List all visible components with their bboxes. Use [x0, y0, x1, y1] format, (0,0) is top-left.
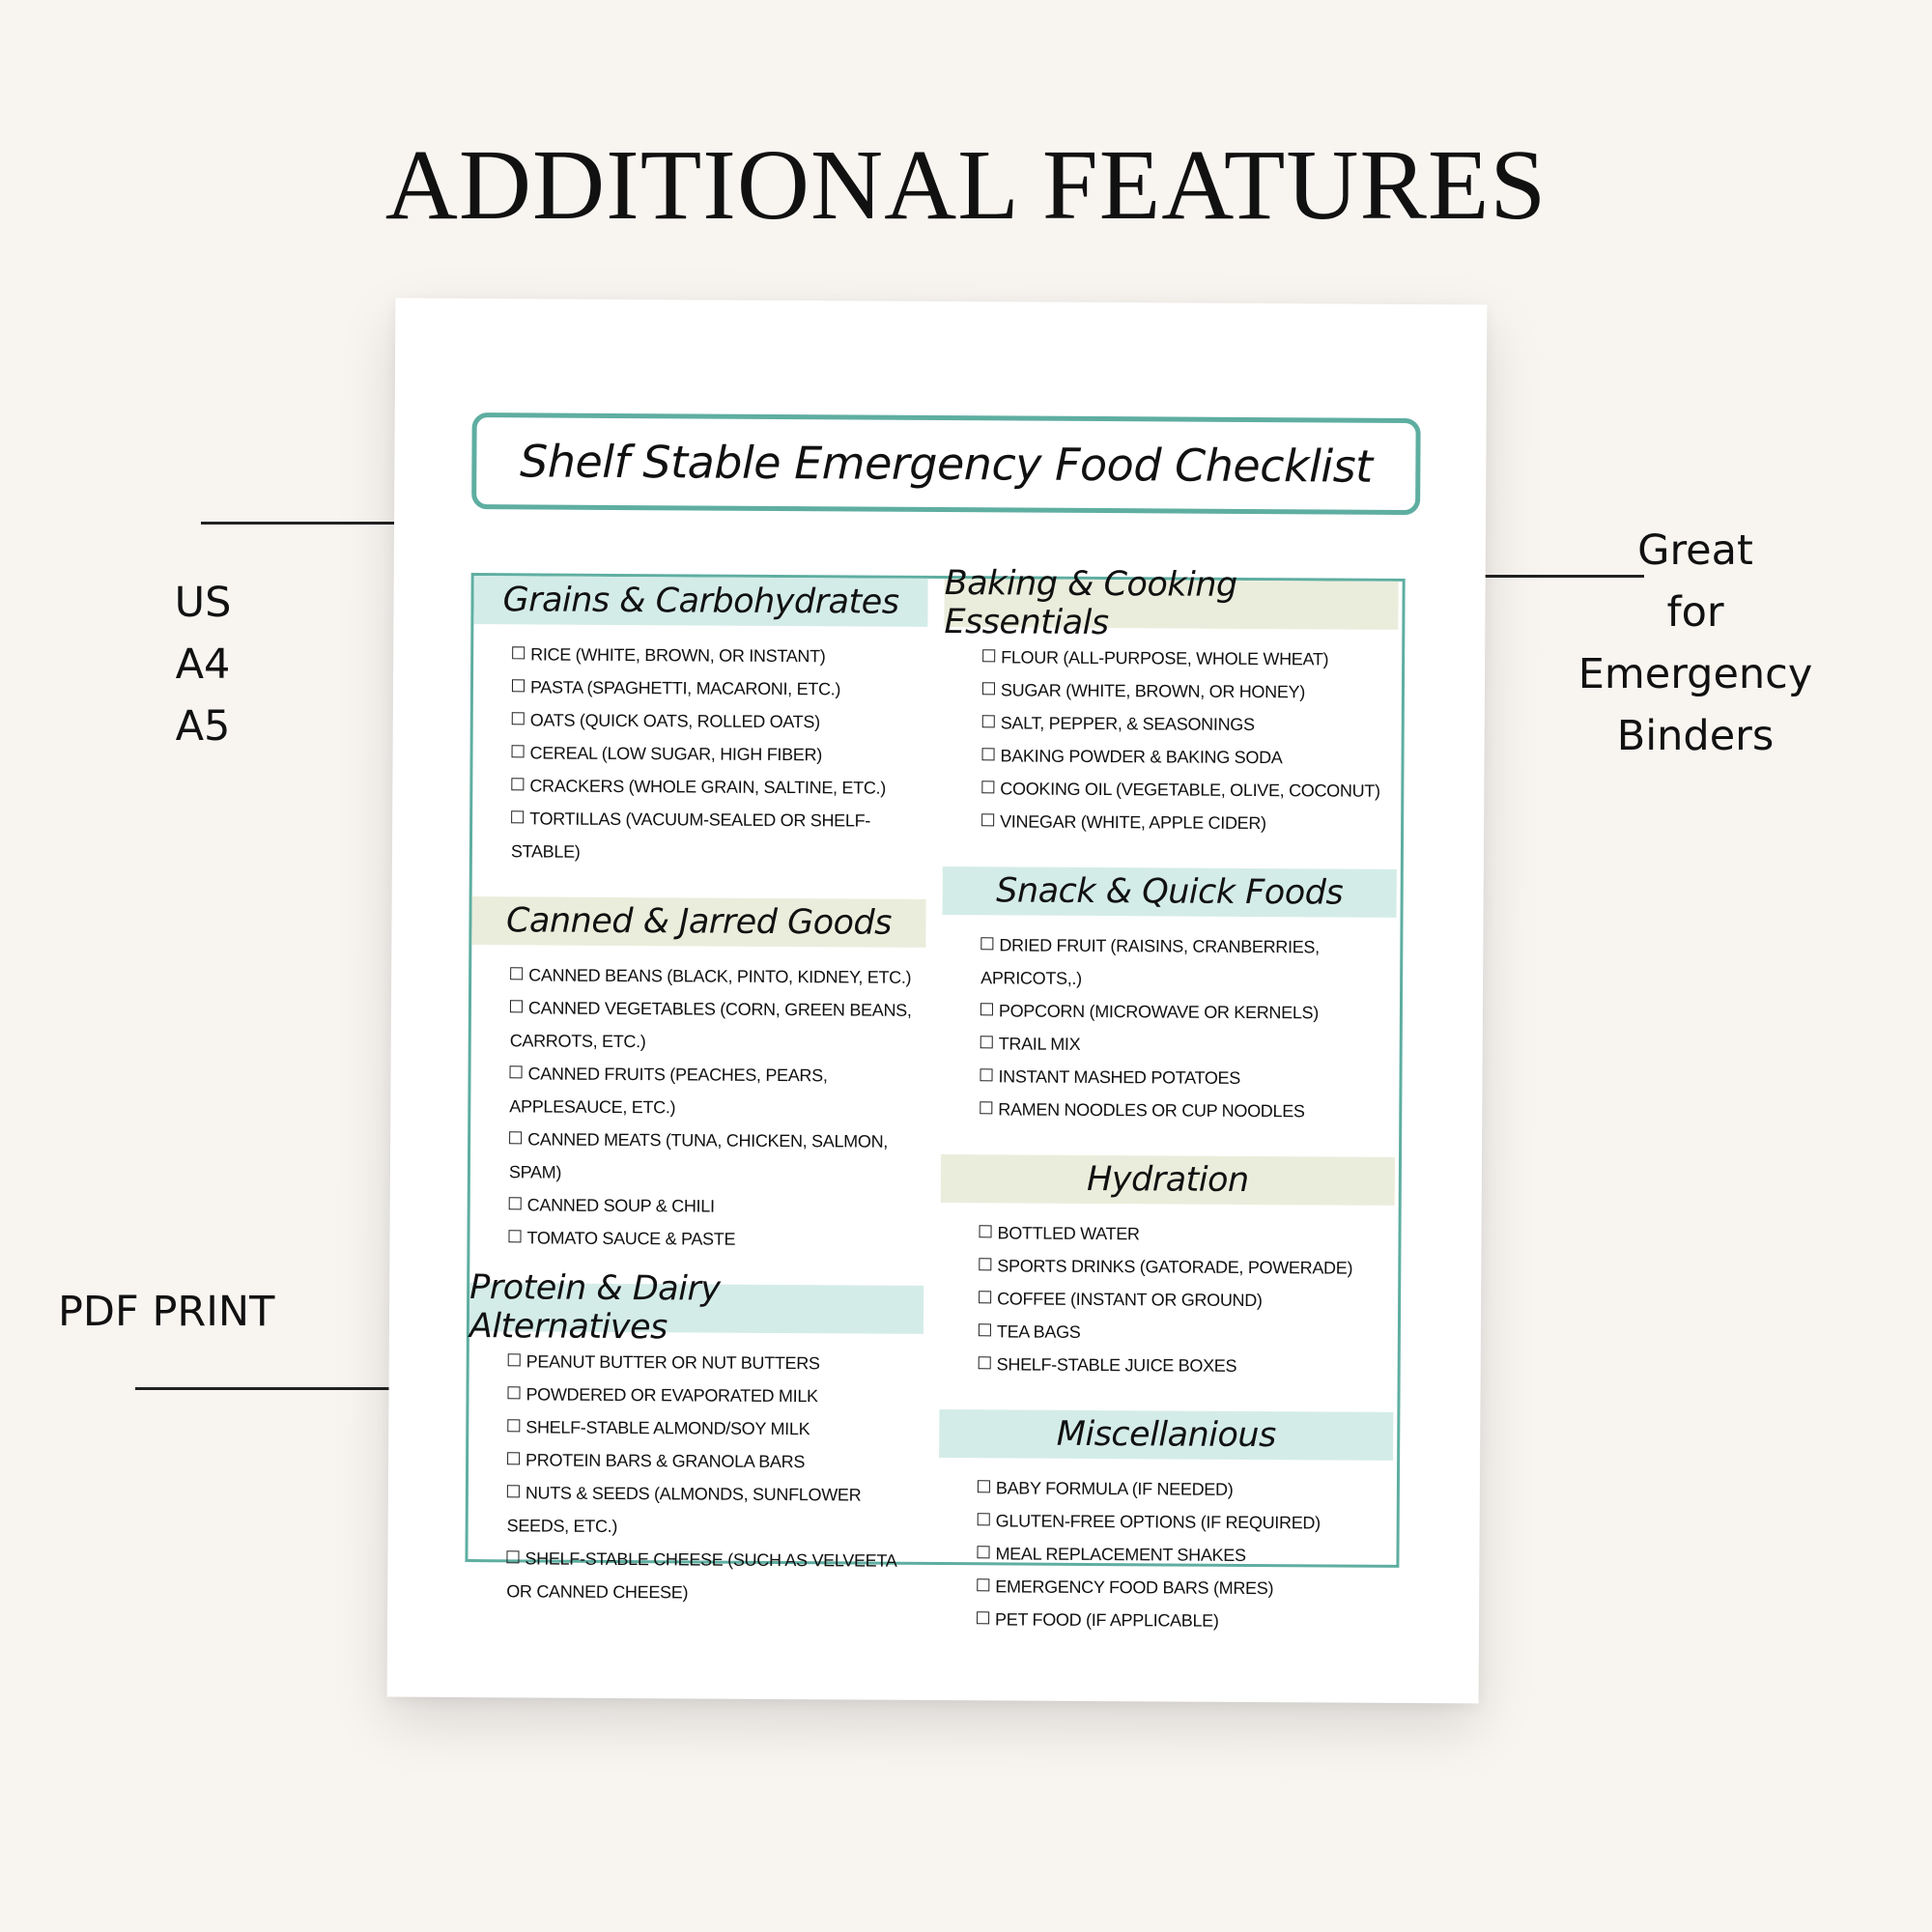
- checklist-item-label: INSTANT MASHED POTATOES: [998, 1066, 1241, 1088]
- checklist-item-label: NUTS & SEEDS (ALMONDS, SUNFLOWER SEEDS, ETC.): [506, 1483, 862, 1536]
- checklist-item-label: RAMEN NOODLES OR CUP NOODLES: [998, 1099, 1305, 1122]
- checklist-item: [979, 1348, 1394, 1383]
- section-protein-dairy-alternatives: [468, 1268, 923, 1610]
- checklist-items: [941, 928, 1396, 1128]
- checkbox-icon[interactable]: [507, 1452, 520, 1464]
- checklist-item: [508, 1345, 923, 1380]
- checklist-item-label: POPCORN (MICROWAVE OR KERNELS): [998, 1001, 1320, 1023]
- left-column: [468, 576, 928, 1639]
- checklist-item: [512, 703, 927, 739]
- checklist-item: [510, 991, 925, 1060]
- checklist-item-label: CANNED VEGETABLES (CORN, GREEN BEANS, CARROTS, ETC.): [509, 998, 912, 1052]
- section-snack-quick-foods: [941, 867, 1397, 1128]
- pdf-print-label: PDF PRINT: [58, 1288, 275, 1336]
- checklist-item-label: CANNED FRUITS (PEACHES, PEARS, APPLESAUCE, ETC.): [509, 1064, 828, 1118]
- checkbox-icon[interactable]: [977, 1611, 989, 1624]
- checklist-item-label: OATS (QUICK OATS, ROLLED OATS): [529, 710, 820, 732]
- checklist-items: [940, 1216, 1395, 1383]
- checkbox-icon[interactable]: [512, 712, 525, 724]
- checkbox-icon[interactable]: [511, 810, 524, 823]
- checklist-item: [980, 1060, 1395, 1095]
- checklist-item-label: CANNED MEATS (TUNA, CHICKEN, SALMON, SPAM): [508, 1129, 889, 1182]
- checkbox-icon[interactable]: [980, 937, 993, 950]
- checklist-item-label: BAKING POWDER & BAKING SODA: [1000, 746, 1283, 768]
- checklist-item: [511, 736, 926, 772]
- checkbox-icon[interactable]: [510, 967, 523, 980]
- section-miscellanious: [938, 1409, 1393, 1638]
- section-header: Miscellanious: [939, 1409, 1393, 1461]
- binders-line-2: for: [1666, 588, 1724, 637]
- checklist-item-label: CANNED SOUP & CHILI: [526, 1195, 715, 1216]
- section-canned-jarred-goods: [469, 896, 925, 1257]
- checklist-items: [938, 1471, 1393, 1638]
- checklist-item-label: SPORTS DRINKS (GATORADE, POWERADE): [997, 1256, 1353, 1278]
- checklist-item: [981, 739, 1397, 775]
- checklist-items: [469, 958, 925, 1257]
- section-header: Snack & Quick Foods: [943, 867, 1397, 918]
- checklist-item: [509, 1122, 924, 1191]
- checklist-item: [512, 670, 927, 706]
- size-us: US: [174, 579, 232, 627]
- checklist-item: [980, 928, 1396, 997]
- checkbox-icon[interactable]: [511, 778, 524, 790]
- checkbox-icon[interactable]: [977, 1578, 989, 1591]
- checkbox-icon[interactable]: [978, 1480, 990, 1492]
- checklist-item-label: COFFEE (INSTANT OR GROUND): [997, 1289, 1263, 1311]
- checklist-item-label: TRAIL MIX: [998, 1034, 1081, 1054]
- checklist-content-box: [465, 564, 1405, 1631]
- checklist-item: [979, 1249, 1394, 1285]
- checklist-item: [981, 772, 1397, 808]
- checklist-items: [468, 1345, 923, 1610]
- checklist-item-label: PROTEIN BARS & GRANOLA BARS: [526, 1450, 806, 1472]
- checklist-item: [510, 958, 925, 994]
- checkbox-icon[interactable]: [979, 1356, 991, 1369]
- checklist-items: [943, 640, 1398, 840]
- checklist-title: Shelf Stable Emergency Food Checklist: [519, 435, 1373, 493]
- checkbox-icon[interactable]: [979, 1291, 991, 1303]
- binders-line-1: Great: [1637, 526, 1753, 575]
- section-header: Grains & Carbohydrates: [473, 576, 927, 627]
- checklist-item: [511, 802, 926, 870]
- checklist-item-label: CEREAL (LOW SUGAR, HIGH FIBER): [529, 743, 822, 765]
- checklist-item: [978, 1471, 1393, 1507]
- checklist-item-label: VINEGAR (WHITE, APPLE CIDER): [1000, 811, 1266, 834]
- checklist-item: [982, 640, 1398, 676]
- checklist-item-label: SHELF-STABLE ALMOND/SOY MILK: [526, 1417, 810, 1439]
- checklist-item-label: SUGAR (WHITE, BROWN, OR HONEY): [1000, 680, 1306, 702]
- checklist-item-label: POWDERED OR EVAPORATED MILK: [526, 1384, 818, 1406]
- checklist-item: [507, 1476, 923, 1545]
- size-a4: A4: [175, 640, 231, 689]
- checklist-item: [506, 1542, 922, 1610]
- checklist-item: [507, 1443, 923, 1479]
- checklist-item-label: SALT, PEPPER, & SEASONINGS: [1000, 713, 1255, 735]
- checkbox-icon[interactable]: [980, 1036, 993, 1048]
- checklist-item-label: FLOUR (ALL-PURPOSE, WHOLE WHEAT): [1001, 647, 1329, 669]
- checklist-item: [507, 1378, 923, 1413]
- checklist-item: [981, 805, 1397, 840]
- checklist-item-label: PEANUT BUTTER OR NUT BUTTERS: [526, 1351, 820, 1374]
- checklist-item: [979, 1282, 1394, 1318]
- checkbox-icon[interactable]: [982, 715, 995, 727]
- checklist-item-label: BABY FORMULA (IF NEEDED): [995, 1478, 1234, 1499]
- checklist-item: [982, 706, 1398, 742]
- checklist-item: [977, 1603, 1392, 1638]
- checklist-item: [509, 1057, 924, 1125]
- checklist-item-label: EMERGENCY FOOD BARS (MRES): [995, 1577, 1274, 1599]
- checkbox-icon[interactable]: [982, 682, 995, 695]
- checklist-item-label: TORTILLAS (VACUUM-SEALED OR SHELF-STABLE): [510, 809, 871, 862]
- checkbox-icon[interactable]: [512, 745, 525, 757]
- checklist-item-label: SHELF-STABLE CHEESE (SUCH AS VELVEETA OR CANNED CHEESE): [506, 1548, 896, 1603]
- checkbox-icon[interactable]: [509, 1197, 522, 1209]
- checklist-item-label: DRIED FRUIT (RAISINS, CRANBERRIES, APRICOTS,.): [980, 935, 1320, 988]
- right-column: [938, 564, 1399, 1667]
- section-header: Protein & Dairy Alternatives: [469, 1283, 923, 1334]
- checklist-item-label: BOTTLED WATER: [997, 1223, 1140, 1244]
- checkbox-icon[interactable]: [981, 781, 994, 793]
- checkbox-icon[interactable]: [980, 1101, 992, 1114]
- checklist-page: [387, 298, 1488, 1704]
- checklist-item-label: PET FOOD (IF APPLICABLE): [995, 1609, 1219, 1631]
- checklist-item-label: SHELF-STABLE JUICE BOXES: [996, 1354, 1237, 1376]
- checkbox-icon[interactable]: [512, 646, 525, 659]
- section-hydration: [940, 1154, 1395, 1383]
- checkbox-icon[interactable]: [980, 1003, 993, 1015]
- checkbox-icon[interactable]: [980, 1225, 992, 1237]
- checklist-item-label: COOKING OIL (VEGETABLE, OLIVE, COCONUT): [1000, 779, 1380, 801]
- checklist-item: [979, 1216, 1394, 1252]
- checklist-item: [511, 769, 926, 805]
- section-baking-cooking-essentials: [943, 564, 1399, 840]
- section-header: Canned & Jarred Goods: [471, 896, 925, 948]
- checklist-item: [977, 1537, 1392, 1573]
- section-grains-carbohydrates: [472, 576, 928, 870]
- checkbox-icon[interactable]: [507, 1419, 520, 1432]
- checkbox-icon[interactable]: [512, 679, 525, 692]
- checkbox-icon[interactable]: [977, 1546, 989, 1558]
- size-a5: A5: [175, 702, 231, 751]
- checklist-item: [977, 1570, 1392, 1605]
- checklist-item: [512, 638, 927, 673]
- checklist-item-label: TOMATO SAUCE & PASTE: [526, 1228, 736, 1249]
- checkbox-icon[interactable]: [978, 1513, 990, 1525]
- section-header: Hydration: [941, 1154, 1395, 1206]
- checklist-item: [980, 1027, 1396, 1063]
- checkbox-icon[interactable]: [982, 748, 995, 760]
- checklist-item: [982, 673, 1398, 709]
- checklist-item-label: CRACKERS (WHOLE GRAIN, SALTINE, ETC.): [529, 776, 887, 798]
- checkbox-icon[interactable]: [980, 1068, 992, 1081]
- checklist-item: [980, 994, 1396, 1030]
- checkbox-icon[interactable]: [979, 1258, 991, 1270]
- checklist-item-label: PASTA (SPAGHETTI, MACARONI, ETC.): [529, 677, 841, 699]
- checkbox-icon[interactable]: [981, 813, 994, 826]
- checklist-item: [980, 1093, 1395, 1128]
- checklist-item: [979, 1315, 1394, 1350]
- checklist-item-label: RICE (WHITE, BROWN, OR INSTANT): [530, 644, 826, 667]
- checkbox-icon[interactable]: [979, 1323, 991, 1336]
- checklist-title-box: [471, 412, 1421, 515]
- checklist-item: [509, 1188, 924, 1224]
- section-header: Baking & Cooking Essentials: [944, 579, 1398, 630]
- checkbox-icon[interactable]: [506, 1550, 519, 1563]
- checklist-item-label: GLUTEN-FREE OPTIONS (IF REQUIRED): [995, 1511, 1321, 1533]
- binders-line-4: Binders: [1616, 712, 1775, 760]
- checkbox-icon[interactable]: [509, 1131, 522, 1144]
- checklist-item-label: MEAL REPLACEMENT SHAKES: [995, 1544, 1246, 1565]
- size-options-label: [126, 572, 280, 757]
- checkbox-icon[interactable]: [508, 1230, 521, 1242]
- checkbox-icon[interactable]: [508, 1353, 521, 1366]
- checklist-item-label: TEA BAGS: [996, 1321, 1081, 1342]
- binders-line-3: Emergency: [1577, 650, 1813, 698]
- checklist-item: [508, 1221, 923, 1257]
- checkbox-icon[interactable]: [510, 1000, 523, 1012]
- checkbox-icon[interactable]: [507, 1386, 520, 1399]
- checklist-items: [472, 638, 927, 870]
- checklist-item-label: CANNED BEANS (BLACK, PINTO, KIDNEY, ETC.): [528, 965, 912, 987]
- binders-label: [1546, 520, 1845, 767]
- checklist-item: [507, 1410, 923, 1446]
- checkbox-icon[interactable]: [982, 649, 995, 662]
- checklist-item: [978, 1504, 1393, 1540]
- checkbox-icon[interactable]: [507, 1485, 520, 1497]
- checkbox-icon[interactable]: [510, 1065, 523, 1078]
- headline: ADDITIONAL FEATURES: [384, 129, 1548, 241]
